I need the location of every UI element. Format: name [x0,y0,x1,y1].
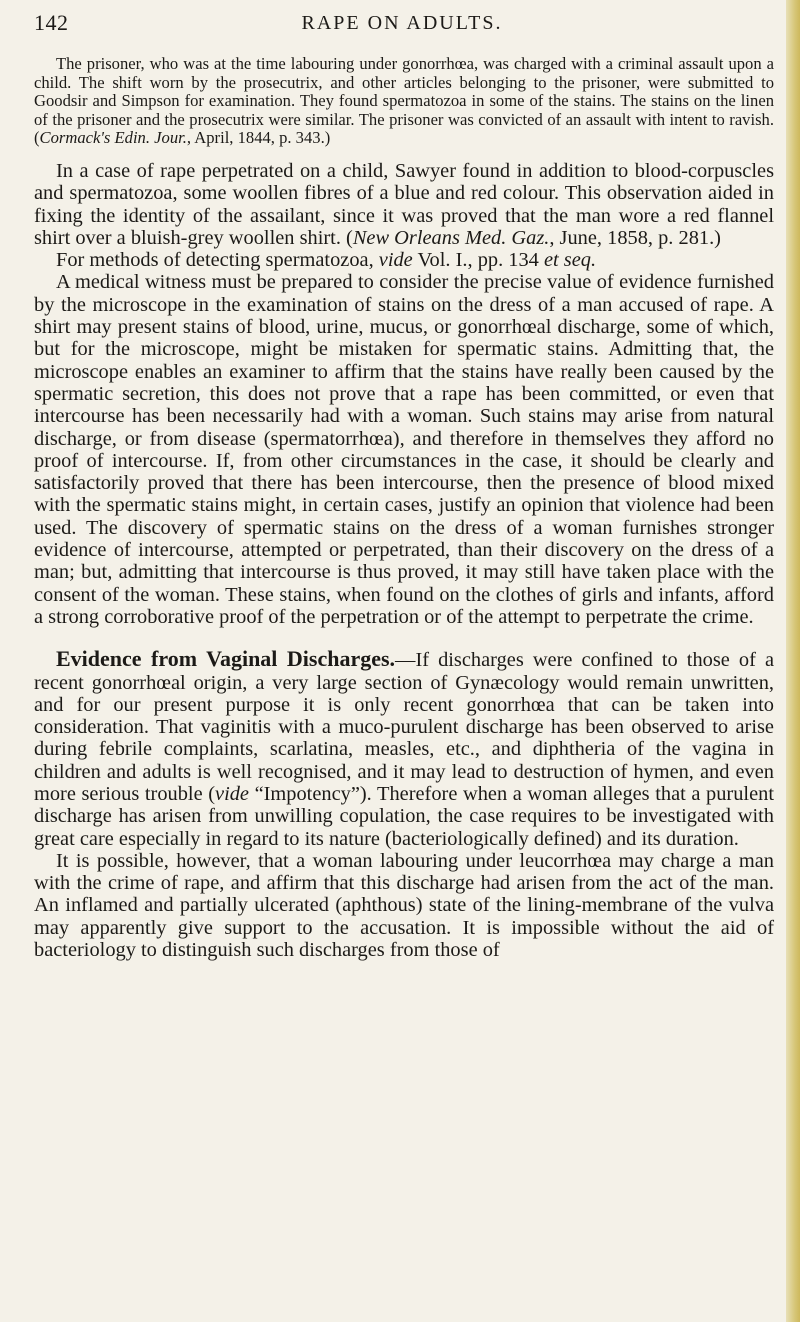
section-heading: Evidence from Vaginal Discharges. [56,646,396,672]
methods-text: For methods of detecting spermatozoa, [56,249,379,272]
vaginal-vide: vide [215,782,249,805]
section-gap [34,628,774,648]
methods-vide: vide [378,249,413,272]
case-note-text-end: , April, 1844, p. 343.) [186,128,331,148]
vaginal-text: —If discharges were confined to those of a recent gonorrhœal origin, a very large section of Gynæcology would remain unwritten, and for our present purpose it is only recent gonorrhœa that can be taken into consideration. That vaginitis with a muco-purulent discharge has been observed to arise during febrile complaints, scarlatina, measles, etc., and diphtheria of the vagina in children and adults is well recognised, and it may lead to destruction of hymen, and even more serious trouble ( [34,649,775,805]
body-text [34,55,774,961]
case-note-paragraph [34,55,774,148]
sawyer-text-end: , June, 1858, p. 281.) [549,226,721,249]
sawyer-citation: New Orleans Med. Gaz. [352,226,550,249]
page-edge [786,0,800,1322]
running-head: RAPE ON ADULTS. [301,12,503,34]
sawyer-paragraph [34,160,774,249]
methods-paragraph [34,249,774,271]
vaginal-discharges-paragraph [34,648,774,850]
page-header [34,10,770,40]
vaginal-text-mid: “Impotency”). Therefore when a woman alleges that a purulent discharge has arisen from unwilling copulation, the case requires to be investigated with great care especially in regard to its nature (bacteriologically defined) and its duration. [34,782,774,850]
methods-et-seq: et seq. [543,249,597,272]
page-number: 142 [34,10,69,35]
sawyer-text: In a case of rape perpetrated on a child, Sawyer found in addition to blood-corpuscles and spermatozoa, some woollen fibres of a blue and red colour. This observation aided in fixing the identity of the assailant, since it was proved that the man wore a red flannel shirt over a bluish-grey woollen shirt. ( [34,159,774,249]
case-note-text: The prisoner, who was at the time labouring under gonorrhœa, was charged with a criminal assault upon a child. The shift worn by the prosecutrix, and other articles belonging to the prisoner, were submitted to Goodsir and Simpson for examination. They found spermatozoa in some of the stains. The stains on the linen of the prisoner and the prosecutrix were similar. The prisoner was convicted of an assault with intent to ravish. ( [34,54,774,148]
case-note-citation: Cormack's Edin. Jour. [39,128,187,148]
leucorrhoea-paragraph: It is possible, however, that a woman labouring under leucorrhœa may charge a man with the crime of rape, and affirm that this discharge had arisen from the act of the man. An inflamed and partially ulcerated (aphthous) state of the lining-membrane of the vulva may apparently give support to the accusation. It is impossible without the aid of bacteriology to distinguish such discharges from those of [34,849,774,962]
witness-paragraph: A medical witness must be prepared to consider the precise value of evidence furnished by the microscope in the examination of stains on the dress of a man accused of rape. A shirt may present stains of blood, urine, mucus, or gonorrhœal discharge, some of which, but for the microscope, might be mistaken for spermatic stains. Admitting that, the microscope enables an examiner to affirm that the stains have really been caused by the spermatic secretion, this does not prove that a rape has been committed, or even that intercourse has been necessarily had with a woman. Such stains may arise from natural discharge, or from disease (spermatorrhœa), and therefore in themselves they afford no proof of intercourse. If, from other circumstances in the case, it should be clearly and satisfactorily proved that there has been intercourse, then the presence of blood mixed with the spermatic stains might, in certain cases, justify an opinion that violence had been used. The discovery of spermatic stains on the dress of a woman furnishes stronger evidence of intercourse, attempted or perpetrated, than their discovery on the dress of a man; but, admitting that intercourse is thus proved, it may still have taken place with the consent of the woman. These stains, when found on the clothes of girls and infants, afford a strong corroborative proof of the perpetration or of the attempt to perpetrate the crime. [34,271,774,628]
methods-text-mid: Vol. I., pp. 134 [412,249,544,272]
